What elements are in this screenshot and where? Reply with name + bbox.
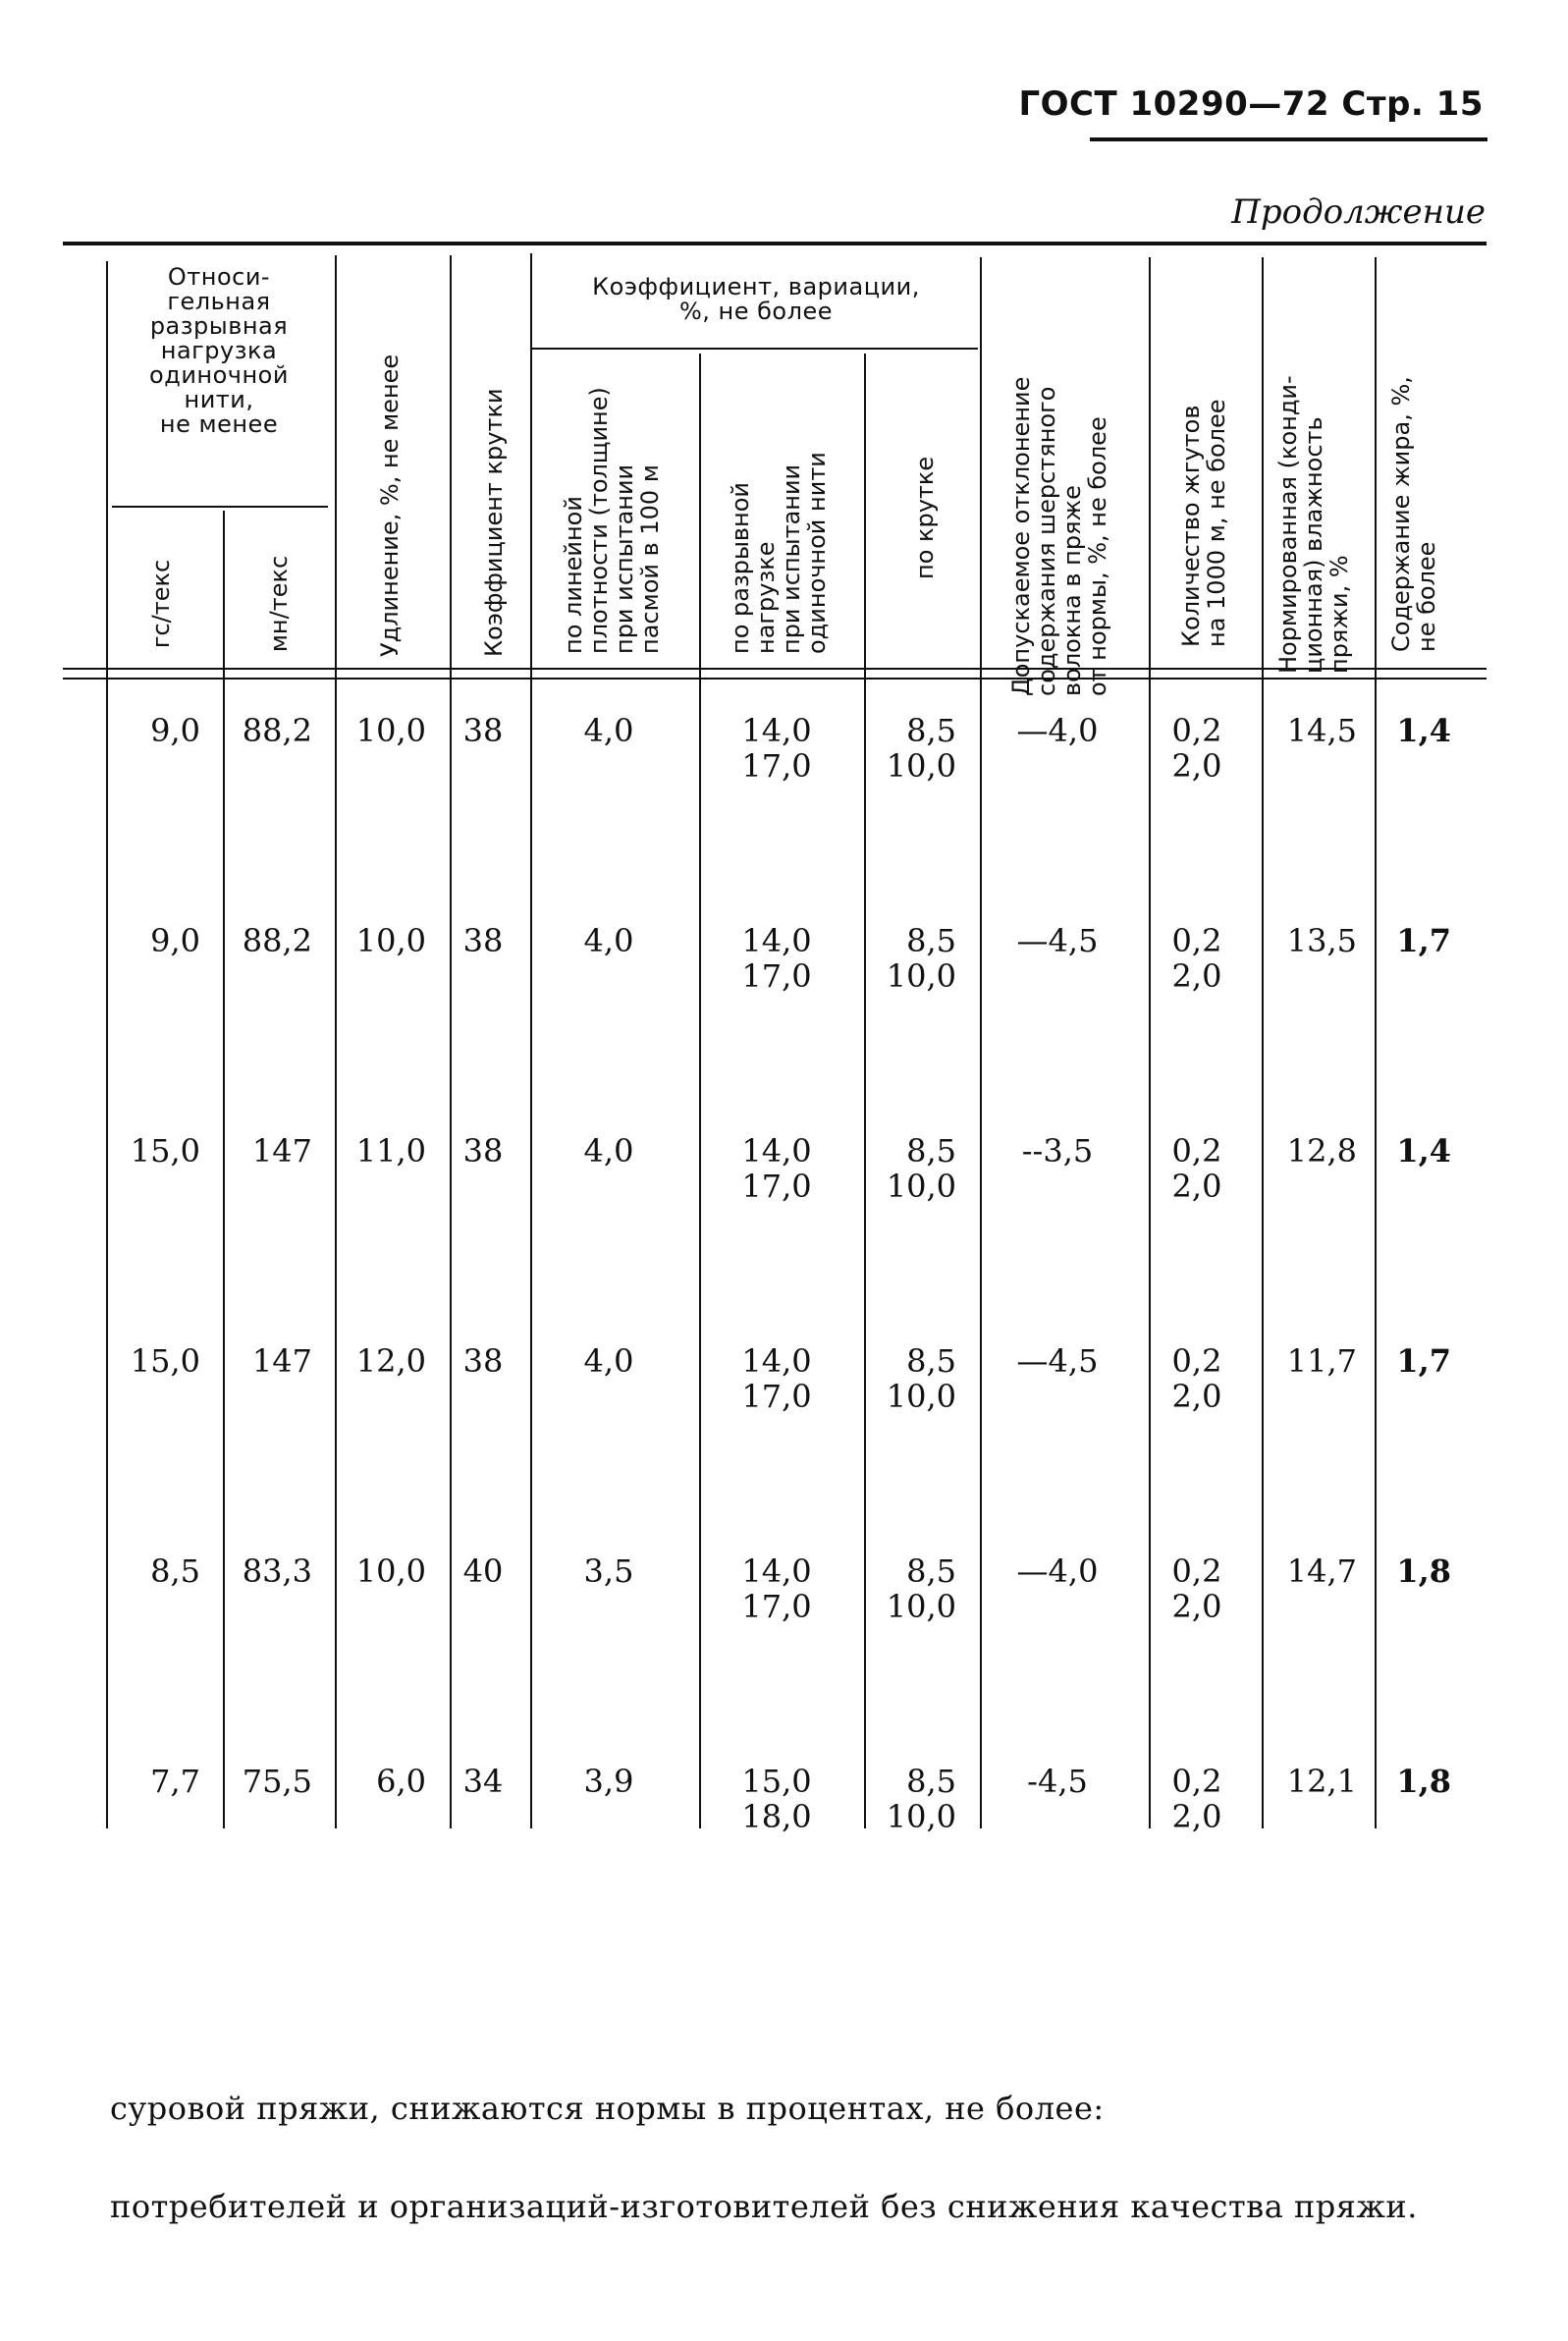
cell-twist: 38 — [462, 1342, 504, 1380]
cell-fat: 1,7 — [1396, 1342, 1451, 1380]
cell-mn: 88,2 — [242, 712, 312, 749]
cell-moist: 12,8 — [1286, 1132, 1357, 1170]
col-line — [1149, 257, 1151, 1828]
cell-tw1: 8,5 — [906, 922, 956, 959]
head-knots: Количество жгутов на 1000 м, не более — [1177, 399, 1230, 647]
cell-lin: 4,0 — [583, 712, 634, 749]
cell-twist: 38 — [462, 1132, 504, 1170]
cell-mn: 83,3 — [242, 1552, 312, 1590]
head-deviation: Допускаемое отклонение содержания шерстяного волокна в пряже от нормы, %, не более — [1007, 376, 1111, 696]
col-line — [980, 257, 982, 1828]
cell-fat: 1,8 — [1396, 1763, 1451, 1800]
cell-br2: 17,0 — [741, 957, 812, 995]
head-fat: Содержание жира, %, не более — [1387, 376, 1440, 652]
cell-dev: --3,5 — [1021, 1132, 1094, 1170]
head-variation-group: Коэффициент, вариации, %, не более — [592, 273, 920, 325]
head-var-linear: по линейной плотности (толщине) при испытании пасмой в 100 м — [560, 387, 664, 654]
cell-kn1: 0,2 — [1171, 1132, 1222, 1170]
cell-mn: 147 — [251, 1342, 312, 1380]
head-twist: Коэффициент крутки — [480, 388, 508, 657]
cell-tw2: 10,0 — [886, 957, 956, 995]
col-line — [106, 261, 108, 1828]
cell-br1: 14,0 — [741, 1552, 812, 1590]
cell-elong: 10,0 — [355, 1552, 426, 1590]
cell-moist: 14,5 — [1286, 712, 1357, 749]
head-var-break: по разрывной нагрузке при испытании одиночной нити — [727, 452, 831, 654]
continuation-label: Продолжение — [1231, 192, 1486, 232]
load-group-rule — [112, 506, 328, 508]
cell-kn2: 2,0 — [1171, 1378, 1222, 1415]
cell-fat: 1,4 — [1396, 1132, 1451, 1170]
table-top-rule — [63, 242, 1487, 245]
cell-elong: 6,0 — [376, 1763, 426, 1800]
cell-br2: 17,0 — [741, 747, 812, 785]
page-header: ГОСТ 10290—72 Стр. 15 — [1018, 84, 1484, 124]
cell-dev: —4,5 — [1016, 922, 1099, 959]
cell-br2: 17,0 — [741, 1378, 812, 1415]
cell-tw1: 8,5 — [906, 1132, 956, 1170]
cell-tw2: 10,0 — [886, 1168, 956, 1205]
cell-lin: 3,9 — [583, 1763, 634, 1800]
cell-tw1: 8,5 — [906, 1552, 956, 1590]
cell-moist: 14,7 — [1286, 1552, 1357, 1590]
head-load-group: Относи- гельная разрывная нагрузка одиночной нити, не менее — [149, 263, 289, 438]
cell-moist: 11,7 — [1286, 1342, 1357, 1380]
cell-mn: 88,2 — [242, 922, 312, 959]
cell-kn1: 0,2 — [1171, 1552, 1222, 1590]
cell-gs: 7,7 — [150, 1763, 200, 1800]
cell-kn1: 0,2 — [1171, 1763, 1222, 1800]
cell-gs: 9,0 — [150, 922, 200, 959]
cell-gs: 9,0 — [150, 712, 200, 749]
cell-br1: 14,0 — [741, 712, 812, 749]
cell-kn1: 0,2 — [1171, 712, 1222, 749]
cell-fat: 1,8 — [1396, 1552, 1451, 1590]
cell-kn2: 2,0 — [1171, 1168, 1222, 1205]
cell-lin: 3,5 — [583, 1552, 634, 1590]
cell-elong: 12,0 — [355, 1342, 426, 1380]
cell-lin: 4,0 — [583, 1132, 634, 1170]
cell-twist: 34 — [462, 1763, 504, 1800]
header-rule — [1090, 137, 1487, 141]
col-line — [223, 511, 225, 1828]
cell-twist: 40 — [462, 1552, 504, 1590]
head-unit-gs: гс/текс — [147, 559, 175, 649]
cell-kn2: 2,0 — [1171, 747, 1222, 785]
col-line — [699, 354, 701, 1828]
col-line — [530, 253, 532, 1828]
header-bottom-rule-2 — [63, 678, 1487, 680]
cell-elong: 10,0 — [355, 712, 426, 749]
col-line — [1262, 257, 1264, 1828]
col-line — [450, 255, 452, 1828]
cell-twist: 38 — [462, 712, 504, 749]
cell-tw2: 10,0 — [886, 1798, 956, 1835]
cell-kn1: 0,2 — [1171, 922, 1222, 959]
cell-br1: 14,0 — [741, 1132, 812, 1170]
head-var-twist: по крутке — [911, 456, 939, 579]
cell-tw2: 10,0 — [886, 1588, 956, 1625]
cell-lin: 4,0 — [583, 1342, 634, 1380]
cell-moist: 12,1 — [1286, 1763, 1357, 1800]
cell-tw1: 8,5 — [906, 1342, 956, 1380]
cell-tw2: 10,0 — [886, 1378, 956, 1415]
variation-group-rule — [532, 348, 978, 350]
col-line — [864, 354, 866, 1828]
cell-kn1: 0,2 — [1171, 1342, 1222, 1380]
col-line — [1375, 257, 1377, 1828]
cell-dev: —4,0 — [1016, 1552, 1099, 1590]
cell-tw2: 10,0 — [886, 747, 956, 785]
cell-gs: 15,0 — [130, 1132, 200, 1170]
cell-gs: 15,0 — [130, 1342, 200, 1380]
cell-dev: —4,0 — [1016, 712, 1099, 749]
cell-dev: —4,5 — [1016, 1342, 1099, 1380]
cell-fat: 1,4 — [1396, 712, 1451, 749]
head-moisture: Нормированная (конди- ционная) влажность пряжи, % — [1274, 375, 1353, 674]
cell-br2: 17,0 — [741, 1168, 812, 1205]
footer-line-2: потребителей и организаций-изготовителей без снижения качества пряжи. — [110, 2188, 1418, 2225]
cell-br1: 15,0 — [741, 1763, 812, 1800]
header-bottom-rule — [63, 668, 1487, 670]
cell-kn2: 2,0 — [1171, 1588, 1222, 1625]
cell-gs: 8,5 — [150, 1552, 200, 1590]
head-unit-mn: мн/текс — [265, 555, 293, 653]
cell-kn2: 2,0 — [1171, 1798, 1222, 1835]
cell-mn: 147 — [251, 1132, 312, 1170]
cell-br2: 18,0 — [741, 1798, 812, 1835]
footer-line-1: суровой пряжи, снижаются нормы в процентах, не более: — [110, 2090, 1105, 2127]
cell-elong: 10,0 — [355, 922, 426, 959]
cell-elong: 11,0 — [355, 1132, 426, 1170]
col-line — [335, 255, 337, 1828]
cell-lin: 4,0 — [583, 922, 634, 959]
head-elongation: Удлинение, %, не менее — [376, 354, 404, 657]
cell-kn2: 2,0 — [1171, 957, 1222, 995]
cell-mn: 75,5 — [242, 1763, 312, 1800]
cell-tw1: 8,5 — [906, 712, 956, 749]
cell-br1: 14,0 — [741, 1342, 812, 1380]
cell-twist: 38 — [462, 922, 504, 959]
cell-moist: 13,5 — [1286, 922, 1357, 959]
cell-tw1: 8,5 — [906, 1763, 956, 1800]
cell-fat: 1,7 — [1396, 922, 1451, 959]
cell-br1: 14,0 — [741, 922, 812, 959]
cell-dev: -4,5 — [1027, 1763, 1088, 1800]
cell-br2: 17,0 — [741, 1588, 812, 1625]
